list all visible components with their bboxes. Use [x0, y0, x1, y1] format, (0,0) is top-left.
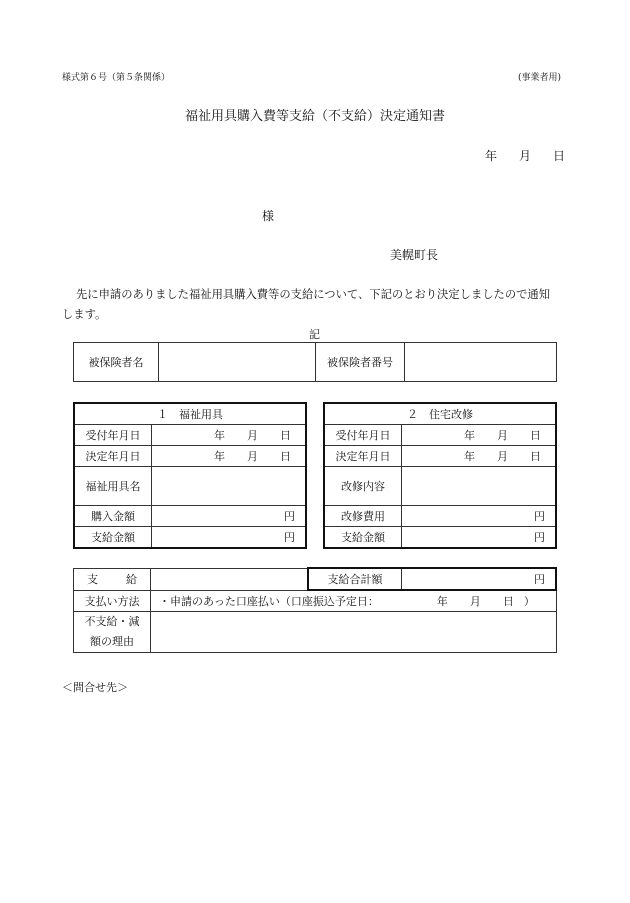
- form-number: 様式第６号（第５条関係）: [62, 73, 171, 83]
- housing-heading: ２ 住宅改修: [324, 403, 556, 425]
- ki-heading: 記: [309, 328, 320, 341]
- housing-decided-label: 決定年月日: [324, 446, 402, 467]
- housing-work-value[interactable]: [402, 467, 557, 506]
- total-value[interactable]: 円: [402, 568, 557, 590]
- welfare-purchase-value[interactable]: 円: [152, 506, 307, 527]
- welfare-item-value[interactable]: [152, 467, 307, 506]
- welfare-heading: １ 福祉用具: [74, 403, 306, 425]
- shikyu-value[interactable]: [151, 568, 309, 590]
- reason-value[interactable]: [151, 612, 557, 653]
- issue-month: 月: [519, 149, 532, 163]
- document-title: 福祉用具購入費等支給（不支給）決定通知書: [184, 109, 445, 124]
- body-text-line-2: します。: [62, 308, 107, 321]
- issue-date: [485, 147, 565, 164]
- body-text-line-1: 先に申請のありました福祉用具購入費等の支給について、下記のとおり決定しましたので通知: [76, 288, 551, 301]
- insured-number-value[interactable]: [405, 343, 557, 382]
- insured-name-label: 被保険者名: [74, 343, 159, 382]
- welfare-purchase-label: 購入金額: [74, 506, 152, 527]
- shikyu-label: 支 給: [74, 568, 151, 590]
- reason-label: 不支給・減 額の理由: [74, 612, 151, 653]
- welfare-decided-label: 決定年月日: [74, 446, 152, 467]
- method-value[interactable]: ・申請のあった口座払い（口座振込予定日： 年 月 日 ）: [151, 590, 557, 612]
- housing-cost-label: 改修費用: [324, 506, 402, 527]
- housing-payment-value[interactable]: 円: [402, 527, 557, 549]
- housing-received-label: 受付年月日: [324, 425, 402, 446]
- insured-table: [73, 342, 557, 382]
- housing-payment-label: 支給金額: [324, 527, 402, 549]
- total-label: 支給合計額: [308, 568, 402, 590]
- recipient-honorific: 様: [262, 209, 275, 223]
- housing-work-label: 改修内容: [324, 467, 402, 506]
- method-label: 支払い方法: [74, 590, 151, 612]
- welfare-decided-date[interactable]: 年 月 日: [152, 446, 307, 467]
- housing-cost-value[interactable]: 円: [402, 506, 557, 527]
- welfare-item-label: 福祉用具名: [74, 467, 152, 506]
- housing-table: [323, 402, 557, 549]
- insured-name-value[interactable]: [159, 343, 316, 382]
- welfare-received-label: 受付年月日: [74, 425, 152, 446]
- form-audience: (事業者用): [518, 73, 562, 83]
- housing-received-date[interactable]: 年 月 日: [402, 425, 557, 446]
- welfare-payment-label: 支給金額: [74, 527, 152, 549]
- welfare-received-date[interactable]: 年 月 日: [152, 425, 307, 446]
- sender-name: 美幌町長: [390, 248, 439, 262]
- issue-day: 日: [553, 149, 566, 163]
- issue-year: 年: [485, 149, 498, 163]
- housing-decided-date[interactable]: 年 月 日: [402, 446, 557, 467]
- contact-heading: ＜問合せ先＞: [62, 681, 128, 694]
- welfare-table: [73, 402, 307, 549]
- welfare-payment-value[interactable]: 円: [152, 527, 307, 549]
- summary-table: [73, 567, 557, 653]
- insured-number-label: 被保険者番号: [316, 343, 405, 382]
